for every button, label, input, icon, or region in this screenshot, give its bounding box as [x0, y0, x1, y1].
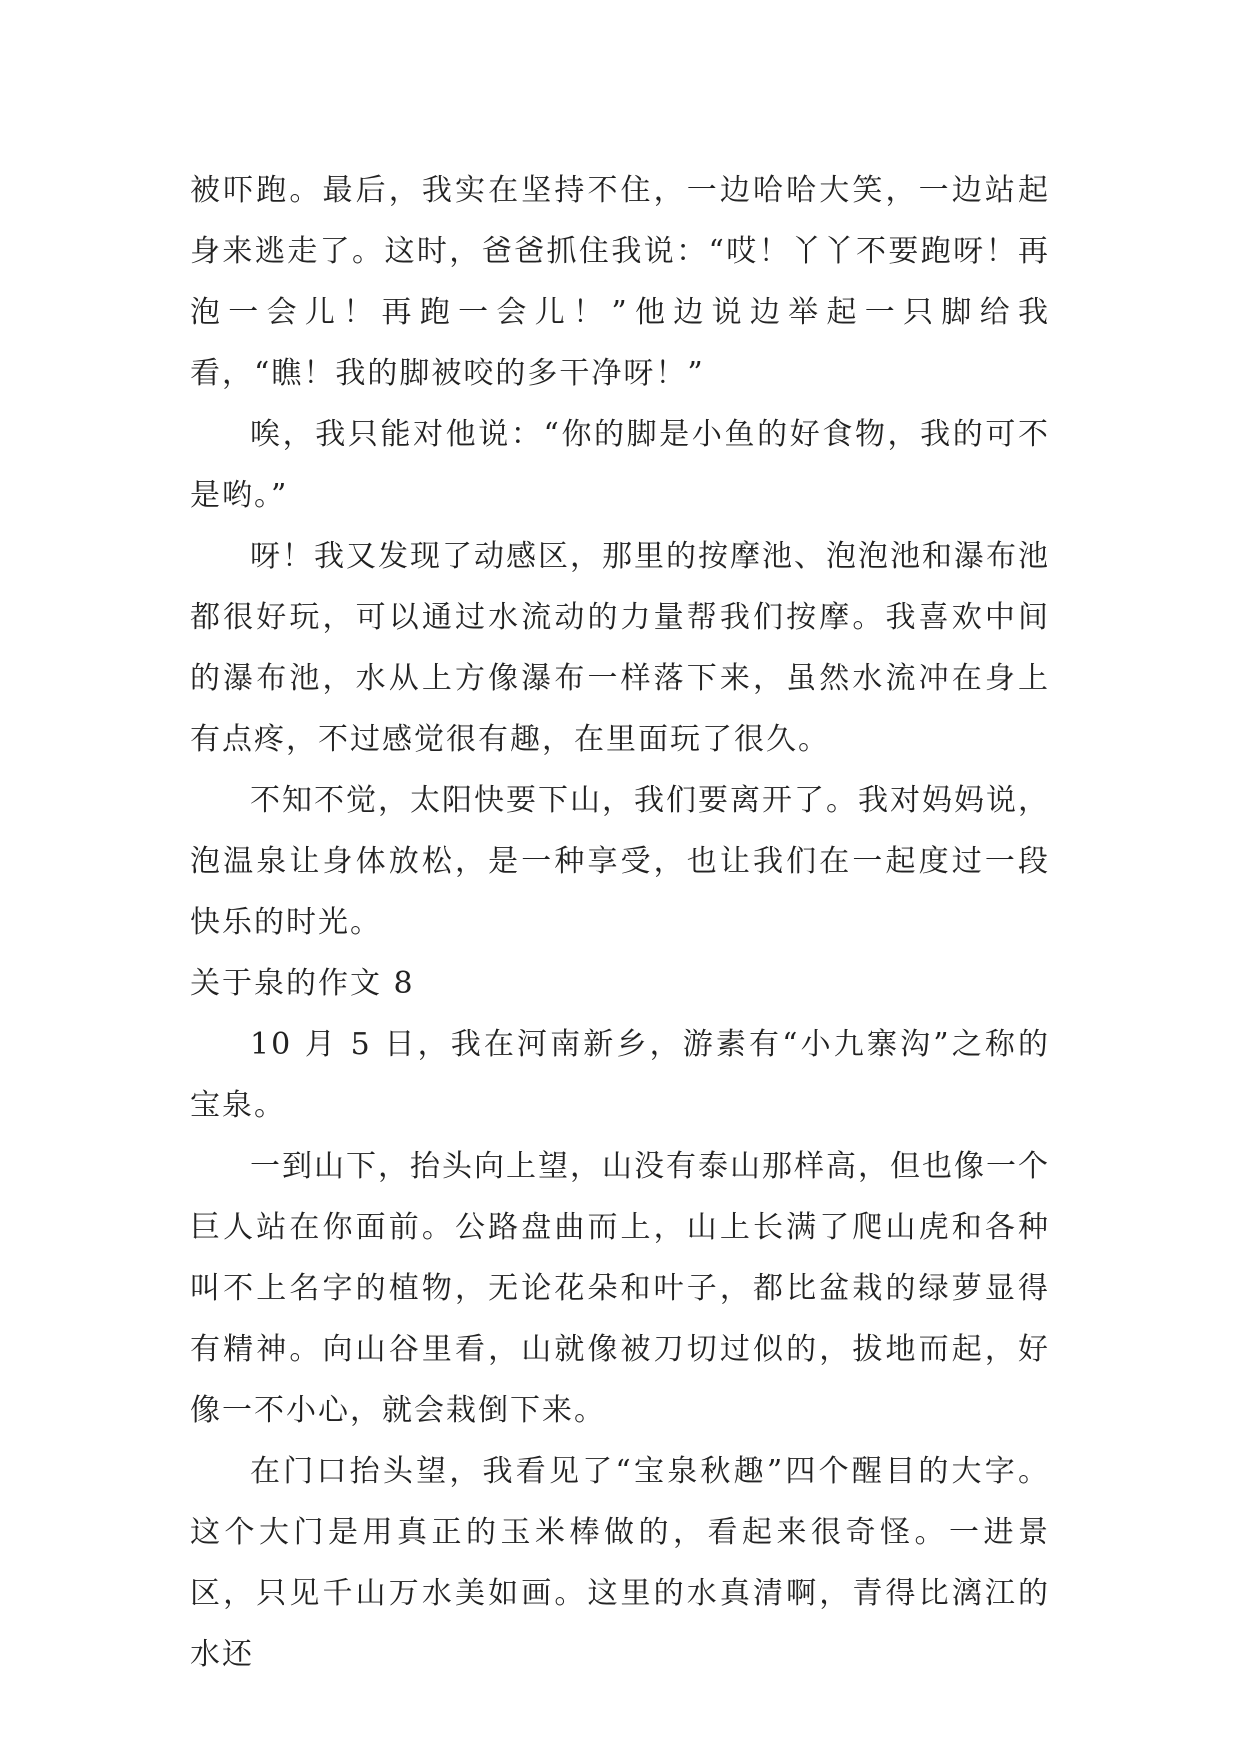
paragraph: 不知不觉，太阳快要下山，我们要离开了。我对妈妈说，泡温泉让身体放松，是一种享受，也让我们在一起度过一段快乐的时光。: [190, 783, 1050, 940]
paragraph: 在门口抬头望，我看见了“宝泉秋趣”四个醒目的大字。这个大门是用真正的玉米棒做的，看起来很奇怪。一进景区，只见千山万水美如画。这里的水真清啊，青得比漓江的水还: [190, 1454, 1050, 1672]
section-title: 关于泉的作文 8: [190, 966, 415, 1001]
paragraph: 10 月 5 日，我在河南新乡，游素有“小九寨沟”之称的宝泉。: [190, 1027, 1050, 1123]
paragraph: 唉，我只能对他说：“你的脚是小鱼的好食物，我的可不是哟。”: [190, 417, 1050, 513]
continued-paragraph: 被吓跑。最后，我实在坚持不住，一边哈哈大笑，一边站起身来逃走了。这时，爸爸抓住我说：“哎！丫丫不要跑呀！再泡一会儿！再跑一会儿！”他边说边举起一只脚给我看，“瞧！我的脚被咬的多干净呀！”: [190, 173, 1050, 391]
paragraph: 呀！我又发现了动感区，那里的按摩池、泡泡池和瀑布池都很好玩，可以通过水流动的力量帮我们按摩。我喜欢中间的瀑布池，水从上方像瀑布一样落下来，虽然水流冲在身上有点疼，不过感觉很有趣，在里面玩了很久。: [190, 539, 1050, 757]
paragraph: 一到山下，抬头向上望，山没有泰山那样高，但也像一个巨人站在你面前。公路盘曲而上，山上长满了爬山虎和各种叫不上名字的植物，无论花朵和叶子，都比盆栽的绿萝显得有精神。向山谷里看，山就像被刀切过似的，拔地而起，好像一不小心，就会栽倒下来。: [190, 1149, 1050, 1428]
document-body: [190, 160, 1050, 1685]
